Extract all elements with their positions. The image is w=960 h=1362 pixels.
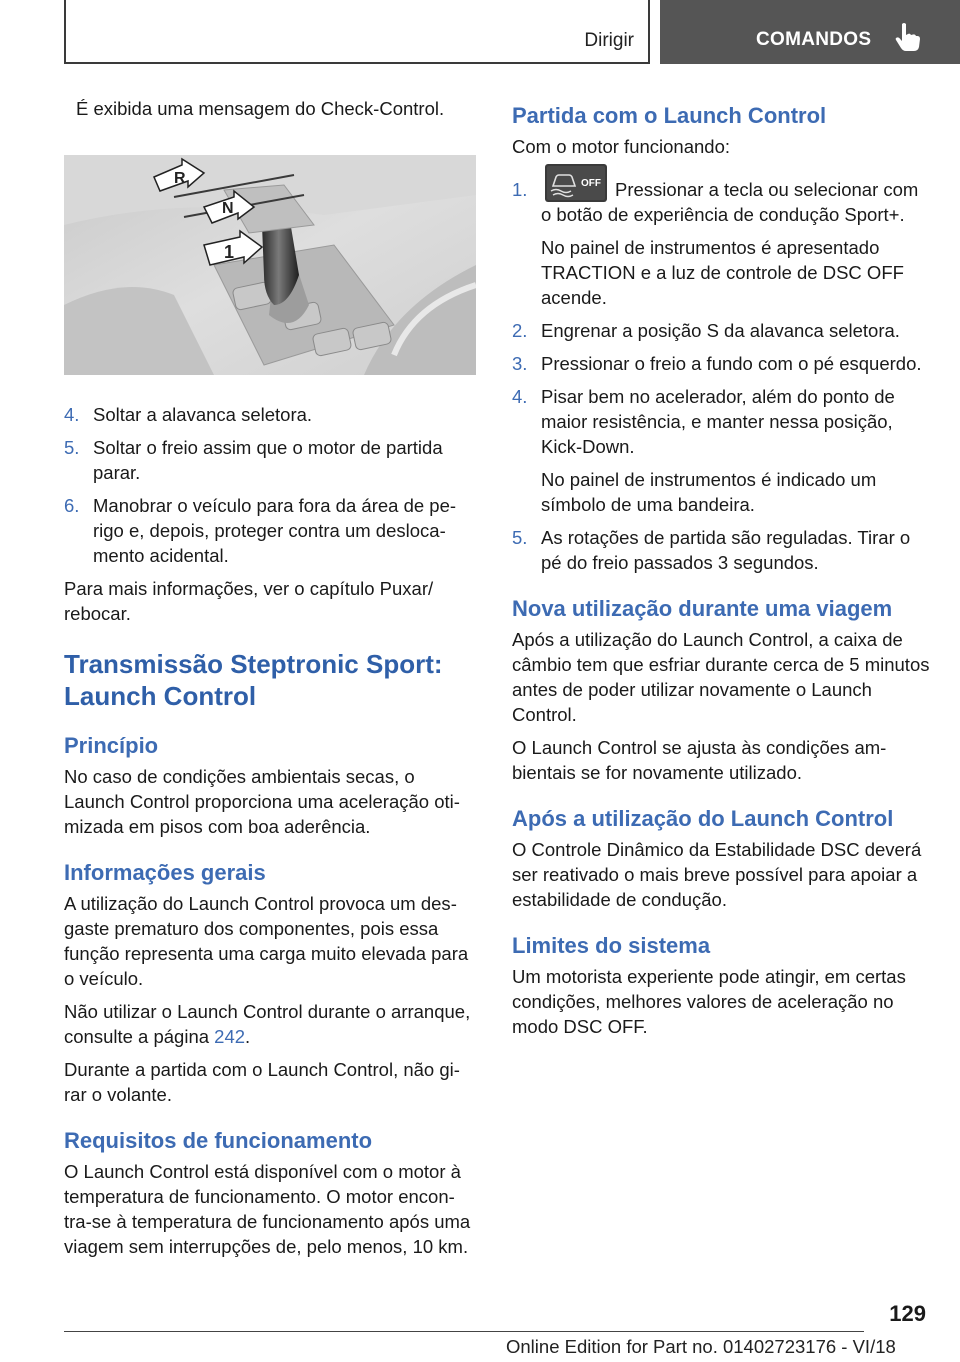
left-column bbox=[64, 96, 476, 1267]
list-item: 4. Pisar bem no acelerador, além do ponto de maior resistência, e manter nessa posição, Kick-Down. bbox=[512, 386, 895, 457]
check-control-note: É exibida uma mensagem do Check-Control. bbox=[76, 98, 445, 119]
reuse-adjust-text: O Launch Control se ajusta às condições ambientais se for novamente utilizado. bbox=[512, 737, 887, 783]
reuse-heading: Nova utilização durante uma viagem bbox=[512, 596, 893, 621]
figure-label-r: R bbox=[174, 170, 186, 187]
launch-start-intro: Com o motor funcionando: bbox=[512, 136, 731, 157]
launch-start-heading: Partida com o Launch Control bbox=[512, 103, 827, 128]
list-item: 2. Engrenar a posição S da alavanca seletora. bbox=[512, 320, 900, 341]
list-item: 5. As rotações de partida são reguladas. Tirar o pé do freio passados 3 segundos. bbox=[512, 527, 911, 573]
steering-warning-text: Durante a partida com o Launch Control, não girar o volante. bbox=[64, 1059, 460, 1105]
principle-heading: Princípio bbox=[64, 733, 159, 758]
edition-footer: Online Edition for Part no. 01402723176 - VI/18 bbox=[506, 1336, 896, 1357]
page-reference-text: Não utilizar o Launch Control durante o arranque, consulte a página 242. bbox=[64, 1001, 471, 1047]
figure-label-1: 1 bbox=[224, 242, 235, 262]
system-limits-heading: Limites do sistema bbox=[512, 933, 711, 958]
page-number: 129 bbox=[889, 1301, 926, 1326]
figure-label-n: N bbox=[222, 200, 234, 217]
system-limits-text: Um motorista experiente pode atingir, em certas condições, melhores valores de aceleração no modo DSC OFF. bbox=[512, 966, 906, 1037]
list-item: 6. Manobrar o veículo para fora da área de perigo e, depois, proteger contra um deslocamento acidental. bbox=[64, 495, 457, 566]
header-section-box bbox=[64, 0, 650, 64]
requirements-text: O Launch Control está disponível com o motor à temperatura de funcionamento. O motor encontra-se à temperatura de funcionamento após uma viagem sem interrupções de, pelo menos, 10 km. bbox=[64, 1161, 471, 1257]
key-off-label: OFF bbox=[581, 178, 601, 189]
page-title: Transmissão Steptronic Sport: Launch Control bbox=[64, 649, 443, 711]
list-item: 1. OFF Pressionar a tecla ou selecionar com o botão de experiência de condução Sport+. bbox=[512, 177, 930, 227]
gear-selector-illustration bbox=[64, 155, 476, 375]
list-item: 4. Soltar a alavanca seletora. bbox=[64, 404, 313, 425]
hand-pointer-icon bbox=[894, 22, 920, 52]
step1-note: No painel de instrumentos é apresentado TRACTION e a luz de controle de DSC OFF acende. bbox=[541, 237, 904, 308]
principle-text: No caso de condições ambientais secas, o Launch Control proporciona uma aceleração otimizada em pisos com boa aderência. bbox=[64, 766, 460, 837]
section-title: Dirigir bbox=[584, 30, 634, 51]
reuse-text: Após a utilização do Launch Control, a caixa de câmbio tem que esfriar durante cerca de 5 minutos antes de poder utilizar novamente o Launch Control. bbox=[512, 629, 930, 725]
general-info-heading: Informações gerais bbox=[64, 860, 266, 885]
list-item: 3. Pressionar o freio a fundo com o pé esquerdo. bbox=[512, 353, 922, 374]
dsc-off-key-icon bbox=[545, 164, 607, 202]
step4-note: No painel de instrumentos é indicado um símbolo de uma bandeira. bbox=[541, 469, 877, 515]
after-use-text: O Controle Dinâmico da Estabilidade DSC deverá ser reativado o mais breve possível para apoiar a estabilidade de condução. bbox=[512, 839, 922, 910]
after-use-heading: Após a utilização do Launch Control bbox=[512, 806, 894, 831]
general-info-text: A utilização do Launch Control provoca um desgaste prematuro dos componentes, pois essa função representa uma carga muito elevada para o veículo. bbox=[64, 893, 469, 989]
header-chapter-box bbox=[660, 0, 960, 64]
page-link[interactable]: 242 bbox=[214, 1026, 246, 1047]
list-item: 5. Soltar o freio assim que o motor de partida parar. bbox=[64, 437, 443, 483]
right-column bbox=[512, 96, 930, 1047]
requirements-heading: Requisitos de funcionamento bbox=[64, 1128, 373, 1153]
footer-divider bbox=[64, 1331, 864, 1332]
more-info-text: Para mais informações, ver o capítulo Puxar/ rebocar. bbox=[64, 578, 434, 624]
chapter-title: COMANDOS bbox=[756, 29, 872, 50]
